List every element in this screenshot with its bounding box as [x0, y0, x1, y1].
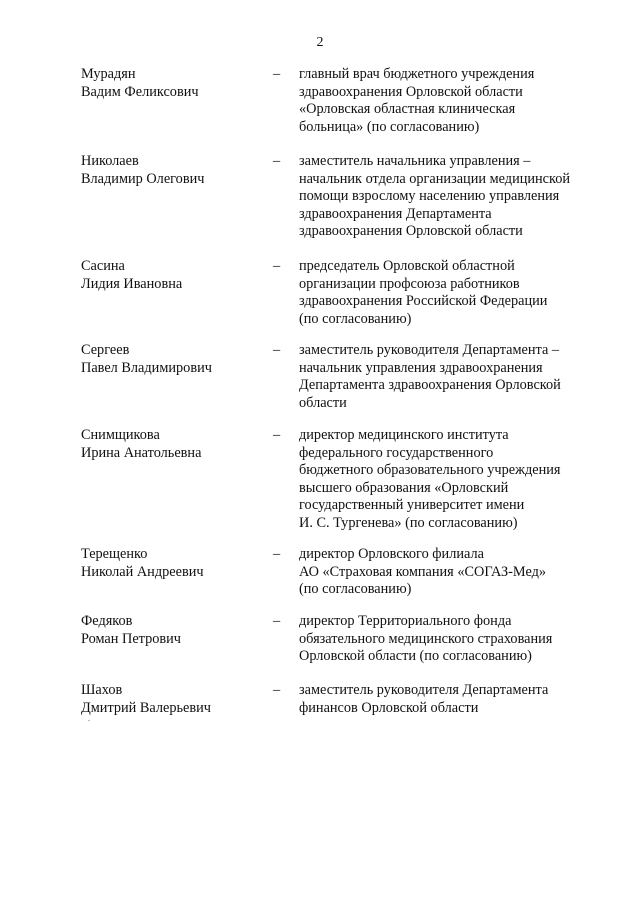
member-given-names: Лидия Ивановна	[81, 275, 183, 292]
position-line: бюджетного образовательного учреждения	[299, 462, 561, 479]
member-name	[81, 66, 261, 101]
position-line: начальник отдела организации медицинской	[299, 170, 571, 187]
member-name	[81, 546, 261, 581]
member-given-names: Павел Владимирович	[81, 359, 212, 376]
position-line: председатель Орловской областной	[299, 258, 515, 274]
position-line: заместитель начальника управления –	[299, 153, 531, 169]
member-position	[299, 427, 599, 533]
position-line: заместитель руководителя Департамента	[299, 682, 549, 698]
member-entry	[0, 342, 640, 427]
member-given-names: Вадим Феликсович	[81, 83, 199, 100]
member-surname: Сасина	[81, 258, 125, 274]
position-line: заместитель руководителя Департамента –	[299, 342, 560, 358]
position-line: начальник управления здравоохранения	[299, 359, 543, 376]
member-position	[299, 682, 599, 717]
separator-dash: –	[273, 66, 281, 82]
member-position	[299, 613, 599, 666]
position-line: директор Территориального фонда	[299, 613, 512, 629]
position-line: директор Орловского филиала	[299, 546, 484, 562]
member-entry	[0, 613, 640, 682]
member-position	[299, 153, 599, 241]
member-given-names: Ирина Анатольевна	[81, 444, 202, 461]
member-given-names: Роман Петрович	[81, 630, 181, 647]
position-line: высшего образования «Орловский	[299, 479, 509, 496]
member-entry	[0, 66, 640, 153]
position-line: Орловской области (по согласованию)	[299, 648, 532, 665]
member-position	[299, 258, 599, 328]
position-line: федерального государственного	[299, 444, 494, 461]
separator-dash: –	[273, 682, 281, 698]
separator-dash: –	[273, 153, 281, 169]
member-given-names: Дмитрий Валерьевич	[81, 699, 211, 716]
position-line: АО «Страховая компания «СОГАЗ-Мед»	[299, 563, 547, 580]
member-given-names: Владимир Олегович	[81, 170, 205, 187]
member-entry	[0, 258, 640, 342]
member-surname: Сергеев	[81, 342, 130, 358]
member-name	[81, 153, 261, 188]
member-position	[299, 66, 599, 136]
position-line: государственный университет имени	[299, 497, 525, 514]
position-line: здравоохранения Российской Федерации	[299, 293, 548, 310]
member-position	[299, 342, 599, 412]
position-line: директор медицинского института	[299, 427, 509, 443]
separator-dash: –	[273, 427, 281, 443]
member-name	[81, 258, 261, 293]
position-line: здравоохранения Орловской области	[299, 83, 523, 100]
position-line: финансов Орловской области	[299, 699, 479, 716]
position-line: здравоохранения Департамента	[299, 205, 492, 222]
position-line: помощи взрослому населению управления	[299, 188, 560, 205]
position-line: обязательного медицинского страхования	[299, 630, 553, 647]
position-line: Департамента здравоохранения Орловской	[299, 377, 561, 394]
member-surname: Федяков	[81, 613, 133, 629]
position-line: (по согласованию)	[299, 581, 412, 598]
member-name	[81, 427, 261, 462]
position-line: больница» (по согласованию)	[299, 118, 480, 135]
separator-dash: –	[273, 546, 281, 562]
member-given-names: Николай Андреевич	[81, 563, 204, 580]
member-entry	[0, 427, 640, 546]
member-position	[299, 546, 599, 599]
member-name	[81, 682, 261, 717]
position-line: (по согласованию)	[299, 310, 412, 327]
position-line: главный врач бюджетного учреждения	[299, 66, 535, 82]
member-name	[81, 342, 261, 377]
member-list	[0, 66, 640, 722]
member-surname: Снимщикова	[81, 427, 160, 443]
member-entry	[0, 153, 640, 258]
member-entry	[0, 682, 640, 722]
member-entry	[0, 546, 640, 613]
separator-dash: –	[273, 613, 281, 629]
position-line: организации профсоюза работников	[299, 275, 520, 292]
member-surname: Терещенко	[81, 546, 148, 562]
position-line: области	[299, 394, 347, 411]
member-surname: Шахов	[81, 682, 123, 698]
scan-speck	[88, 720, 90, 721]
member-surname: Николаев	[81, 153, 139, 169]
separator-dash: –	[273, 342, 281, 358]
position-line: здравоохранения Орловской области	[299, 223, 523, 240]
position-line: И. С. Тургенева» (по согласованию)	[299, 514, 518, 531]
member-surname: Мурадян	[81, 66, 136, 82]
separator-dash: –	[273, 258, 281, 274]
page-number: 2	[316, 35, 324, 50]
member-name	[81, 613, 261, 648]
position-line: «Орловская областная клиническая	[299, 101, 516, 118]
